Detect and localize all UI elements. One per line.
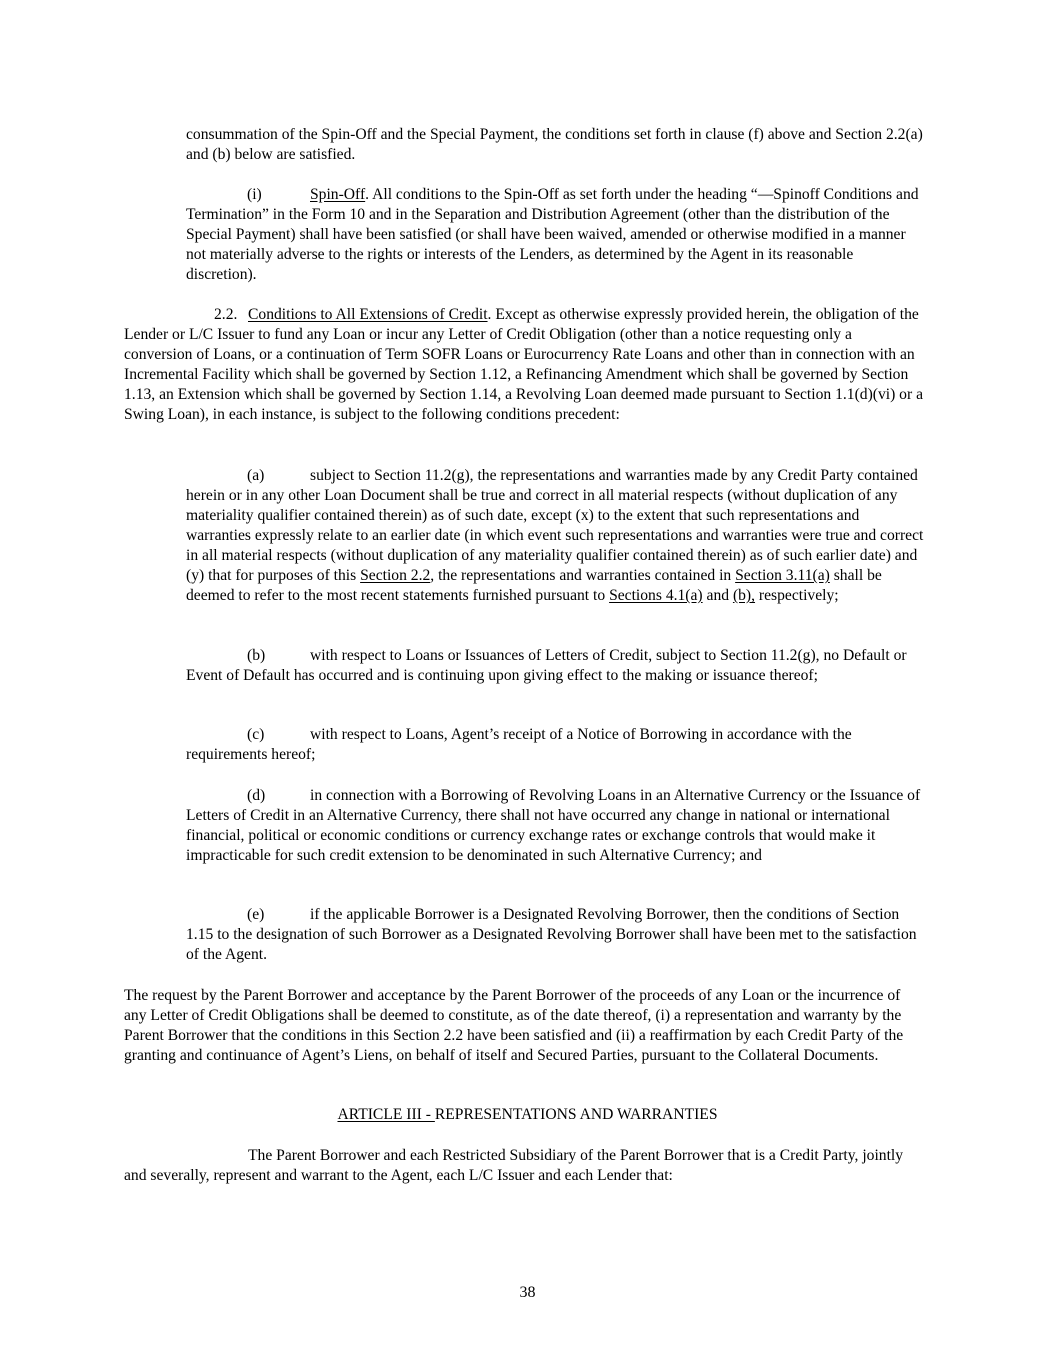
article-label: ARTICLE III - [337,1106,435,1123]
clause-i-title: Spin-Off [310,186,366,203]
clause-a-ref-section-3-11a: Section 3.11(a) [735,567,830,584]
article-title: REPRESENTATIONS AND WARRANTIES [434,1106,718,1123]
clause-b-text: with respect to Loans or Issuances of Letters of Credit, subject to Section 11.2(g), no Default or Event of Default has occurred and is continuing upon giving effect to the making or issuance thereof; [186,647,907,684]
page-number: 38 [519,1284,536,1301]
clause-a-text-1: subject to Section 11.2(g), the representations and warranties made by any Credit Party contained herein or in any other Loan Document shall be true and correct in all material respects (without duplication of any materiality qualifier contained therein) as of such date, except (x) to the extent that such representations and warranties expressly relate to an earlier date (in which event such representations and warranties were true and correct in all material respects (without duplication of any materiality qualifier contained therein) as of such earlier date) and (y) that for purposes of this [186,467,924,584]
request-paragraph [124,986,924,1066]
section-2-2-title: Conditions to All Extensions of Credit [248,306,488,323]
clause-i [186,185,926,285]
article-intro-text: The Parent Borrower and each Restricted Subsidiary of the Parent Borrower that is a Credit Party, jointly and severally, represent and warrant to the Agent, each L/C Issuer and each Lender that: [124,1147,904,1184]
intro-text: consummation of the Spin-Off and the Special Payment, the conditions set forth in clause (f) above and Section 2.2(a) and (b) below are satisfied. [186,126,923,163]
clause-a-ref-sections-4-1a: Sections 4.1(a) [609,587,703,604]
clause-a [186,466,926,606]
clause-i-marker: (i) [247,186,262,203]
section-2-2-number: 2.2. [214,306,238,323]
clause-c-text: with respect to Loans, Agent’s receipt of a Notice of Borrowing in accordance with the requirements hereof; [186,726,852,763]
clause-e [186,905,926,965]
clause-e-marker: (e) [247,906,265,923]
clause-e-text: if the applicable Borrower is a Designated Revolving Borrower, then the conditions of Section 1.15 to the designation of such Borrower as a Designated Revolving Borrower shall have been met to the satisfaction of the Agent. [186,906,917,963]
clause-a-text-2: , the representations and warranties contained in [430,567,736,584]
clause-a-ref-b: (b), [732,587,756,604]
article-heading [0,1105,1055,1125]
clause-d-marker: (d) [247,787,266,804]
clause-d [186,786,926,866]
clause-c [186,725,926,765]
clause-b-marker: (b) [247,647,266,664]
clause-a-text-4: and [702,587,733,604]
request-text: The request by the Parent Borrower and acceptance by the Parent Borrower of the proceeds of any Loan or the incurrence of any Letter of Credit Obligations shall be deemed to constitute, as of the date thereof, (i) a representation and warranty by the Parent Borrower that the conditions in this Section 2.2 have been satisfied and (ii) a reaffirmation by each Credit Party of the granting and continuance of Agent’s Liens, on behalf of itself and Secured Parties, pursuant to the Collateral Documents. [124,987,904,1064]
intro-paragraph [186,125,926,165]
clause-d-text: in connection with a Borrowing of Revolving Loans in an Alternative Currency or the Issuance of Letters of Credit in an Alternative Currency, there shall not have occurred any change in national or international financial, political or economic conditions or currency exchange rates or exchange controls that would make it impracticable for such credit extension to be denominated in such Alternative Currency; and [186,787,921,864]
clause-b [186,646,926,686]
clause-i-text: . All conditions to the Spin-Off as set forth under the heading “—Spinoff Conditions and Termination” in the Form 10 and in the Separation and Distribution Agreement (other than the distribution of the Special Payment) shall have been satisfied (or shall have been waived, amended or otherwise modified in a manner not materially adverse to the rights or interests of the Lenders, as determined by the Agent in its reasonable discretion). [186,186,919,283]
clause-a-marker: (a) [247,467,265,484]
section-2-2 [124,305,924,425]
clause-c-marker: (c) [247,726,265,743]
article-intro-paragraph [124,1146,924,1186]
clause-a-text-5: respectively; [755,587,839,604]
clause-a-ref-section-2-2: Section 2.2 [360,567,431,584]
section-2-2-text: . Except as otherwise expressly provided herein, the obligation of the Lender or L/C Issuer to fund any Loan or incur any Letter of Credit Obligation (other than a notice requesting only a conversion of Loans, or a continuation of Term SOFR Loans or Eurocurrency Rate Loans and other than in connection with an Incremental Facility which shall be governed by Section 1.12, a Refinancing Amendment which shall be governed by Section 1.13, an Extension which shall be governed by Section 1.14, a Revolving Loan deemed made pursuant to Section 1.1(d)(vi) or a Swing Loan), in each instance, is subject to the following conditions precedent: [124,306,923,423]
clause-a-text-3: shall be deemed to refer to the most recent statements furnished pursuant to [186,567,882,604]
